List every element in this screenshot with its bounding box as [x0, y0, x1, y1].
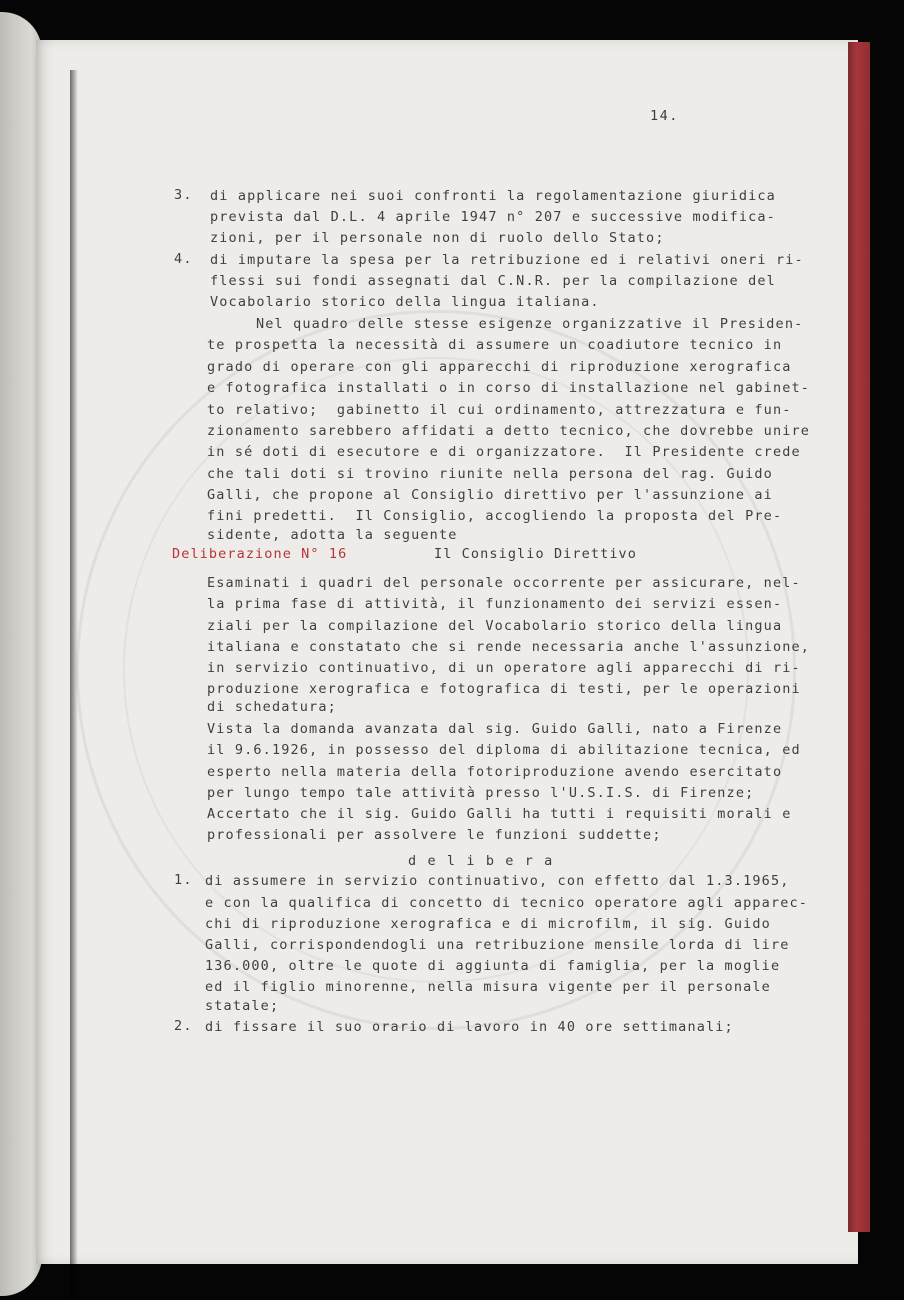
- text-line: to relativo; gabinetto il cui ordinamento, attrezzatura e fun-: [207, 402, 792, 418]
- text-line: Nel quadro delle stesse esigenze organizzative il Presiden-: [256, 316, 804, 332]
- text-line: Galli, corrispondendogli una retribuzione mensile lorda di lire: [205, 937, 790, 953]
- text-line: produzione xerografica e fotografica di testi, per le operazioni: [207, 681, 801, 697]
- text-line: Vista la domanda avanzata dal sig. Guido Galli, nato a Firenze: [207, 721, 783, 737]
- page-number: 14.: [650, 108, 679, 124]
- text-line: te prospetta la necessità di assumere un coadiutore tecnico in: [207, 337, 783, 353]
- text-line: esperto nella materia della fotoriproduzione avendo esercitato: [207, 764, 783, 780]
- text-line: di imputare la spesa per la retribuzione ed i relativi oneri ri-: [210, 252, 804, 268]
- text-line: in sé doti di esecutore e di organizzatore. Il Presidente crede: [207, 444, 801, 460]
- text-line: in servizio continuativo, di un operatore agli apparecchi di ri-: [207, 660, 801, 676]
- text-line: 136.000, oltre le quote di aggiunta di famiglia, per la moglie: [205, 958, 781, 974]
- text-line: di schedatura;: [207, 699, 337, 715]
- text-line: flessi sui fondi assegnati dal C.N.R. per la compilazione del: [210, 273, 776, 289]
- red-cover-edge: [848, 42, 870, 1232]
- text-line: per lungo tempo tale attività presso l'U.S.I.S. di Firenze;: [207, 785, 755, 801]
- text-line: Vocabolario storico della lingua italiana.: [210, 294, 600, 310]
- text-line: il 9.6.1926, in possesso del diploma di abilitazione tecnica, ed: [207, 742, 801, 758]
- text-line: e con la qualifica di concetto di tecnico operatore agli apparec-: [205, 895, 809, 911]
- text-line: italiana e constatato che si rende necessaria anche l'assunzione,: [207, 639, 811, 655]
- text-line: fini predetti. Il Consiglio, accogliendo la proposta del Pre-: [207, 508, 783, 524]
- text-line: di applicare nei suoi confronti la regolamentazione giuridica: [210, 188, 776, 204]
- text-line: ed il figlio minorenne, nella misura vigente per il personale: [205, 979, 771, 995]
- text-line: di assumere in servizio continuativo, con effetto dal 1.3.1965,: [205, 873, 790, 889]
- item-number: 1.: [174, 872, 193, 888]
- text-line: di fissare il suo orario di lavoro in 40 ore settimanali;: [205, 1019, 734, 1035]
- spine-shadow: [70, 70, 78, 1300]
- delibera-heading: d e l i b e r a: [408, 853, 554, 869]
- deliberation-number: Deliberazione N° 16: [172, 546, 348, 562]
- text-line: chi di riproduzione xerografica e di microfilm, il sig. Guido: [205, 916, 771, 932]
- council-heading: Il Consiglio Direttivo: [434, 546, 638, 562]
- text-line: Esaminati i quadri del personale occorrente per assicurare, nel-: [207, 575, 801, 591]
- text-line: e fotografica installati o in corso di installazione nel gabinet-: [207, 380, 811, 396]
- text-line: la prima fase di attività, il funzionamento dei servizi essen-: [207, 596, 783, 612]
- item-number: 3.: [174, 187, 193, 203]
- text-line: grado di operare con gli apparecchi di riproduzione xerografica: [207, 359, 792, 375]
- text-line: prevista dal D.L. 4 aprile 1947 n° 207 e successive modifica-: [210, 209, 776, 225]
- text-line: Galli, che propone al Consiglio direttivo per l'assunzione ai: [207, 487, 773, 503]
- text-line: sidente, adotta la seguente: [207, 527, 458, 543]
- text-line: Accertato che il sig. Guido Galli ha tutti i requisiti morali e: [207, 806, 792, 822]
- text-line: professionali per assolvere le funzioni suddette;: [207, 827, 662, 843]
- text-line: ziali per la compilazione del Vocabolario storico della lingua: [207, 618, 783, 634]
- text-line: zioni, per il personale non di ruolo dello Stato;: [210, 230, 665, 246]
- item-number: 2.: [174, 1018, 193, 1034]
- text-line: zionamento sarebbero affidati a detto tecnico, che dovrebbe unire: [207, 423, 811, 439]
- text-line: statale;: [205, 998, 280, 1014]
- text-line: che tali doti si trovino riunite nella persona del rag. Guido: [207, 466, 773, 482]
- item-number: 4.: [174, 251, 193, 267]
